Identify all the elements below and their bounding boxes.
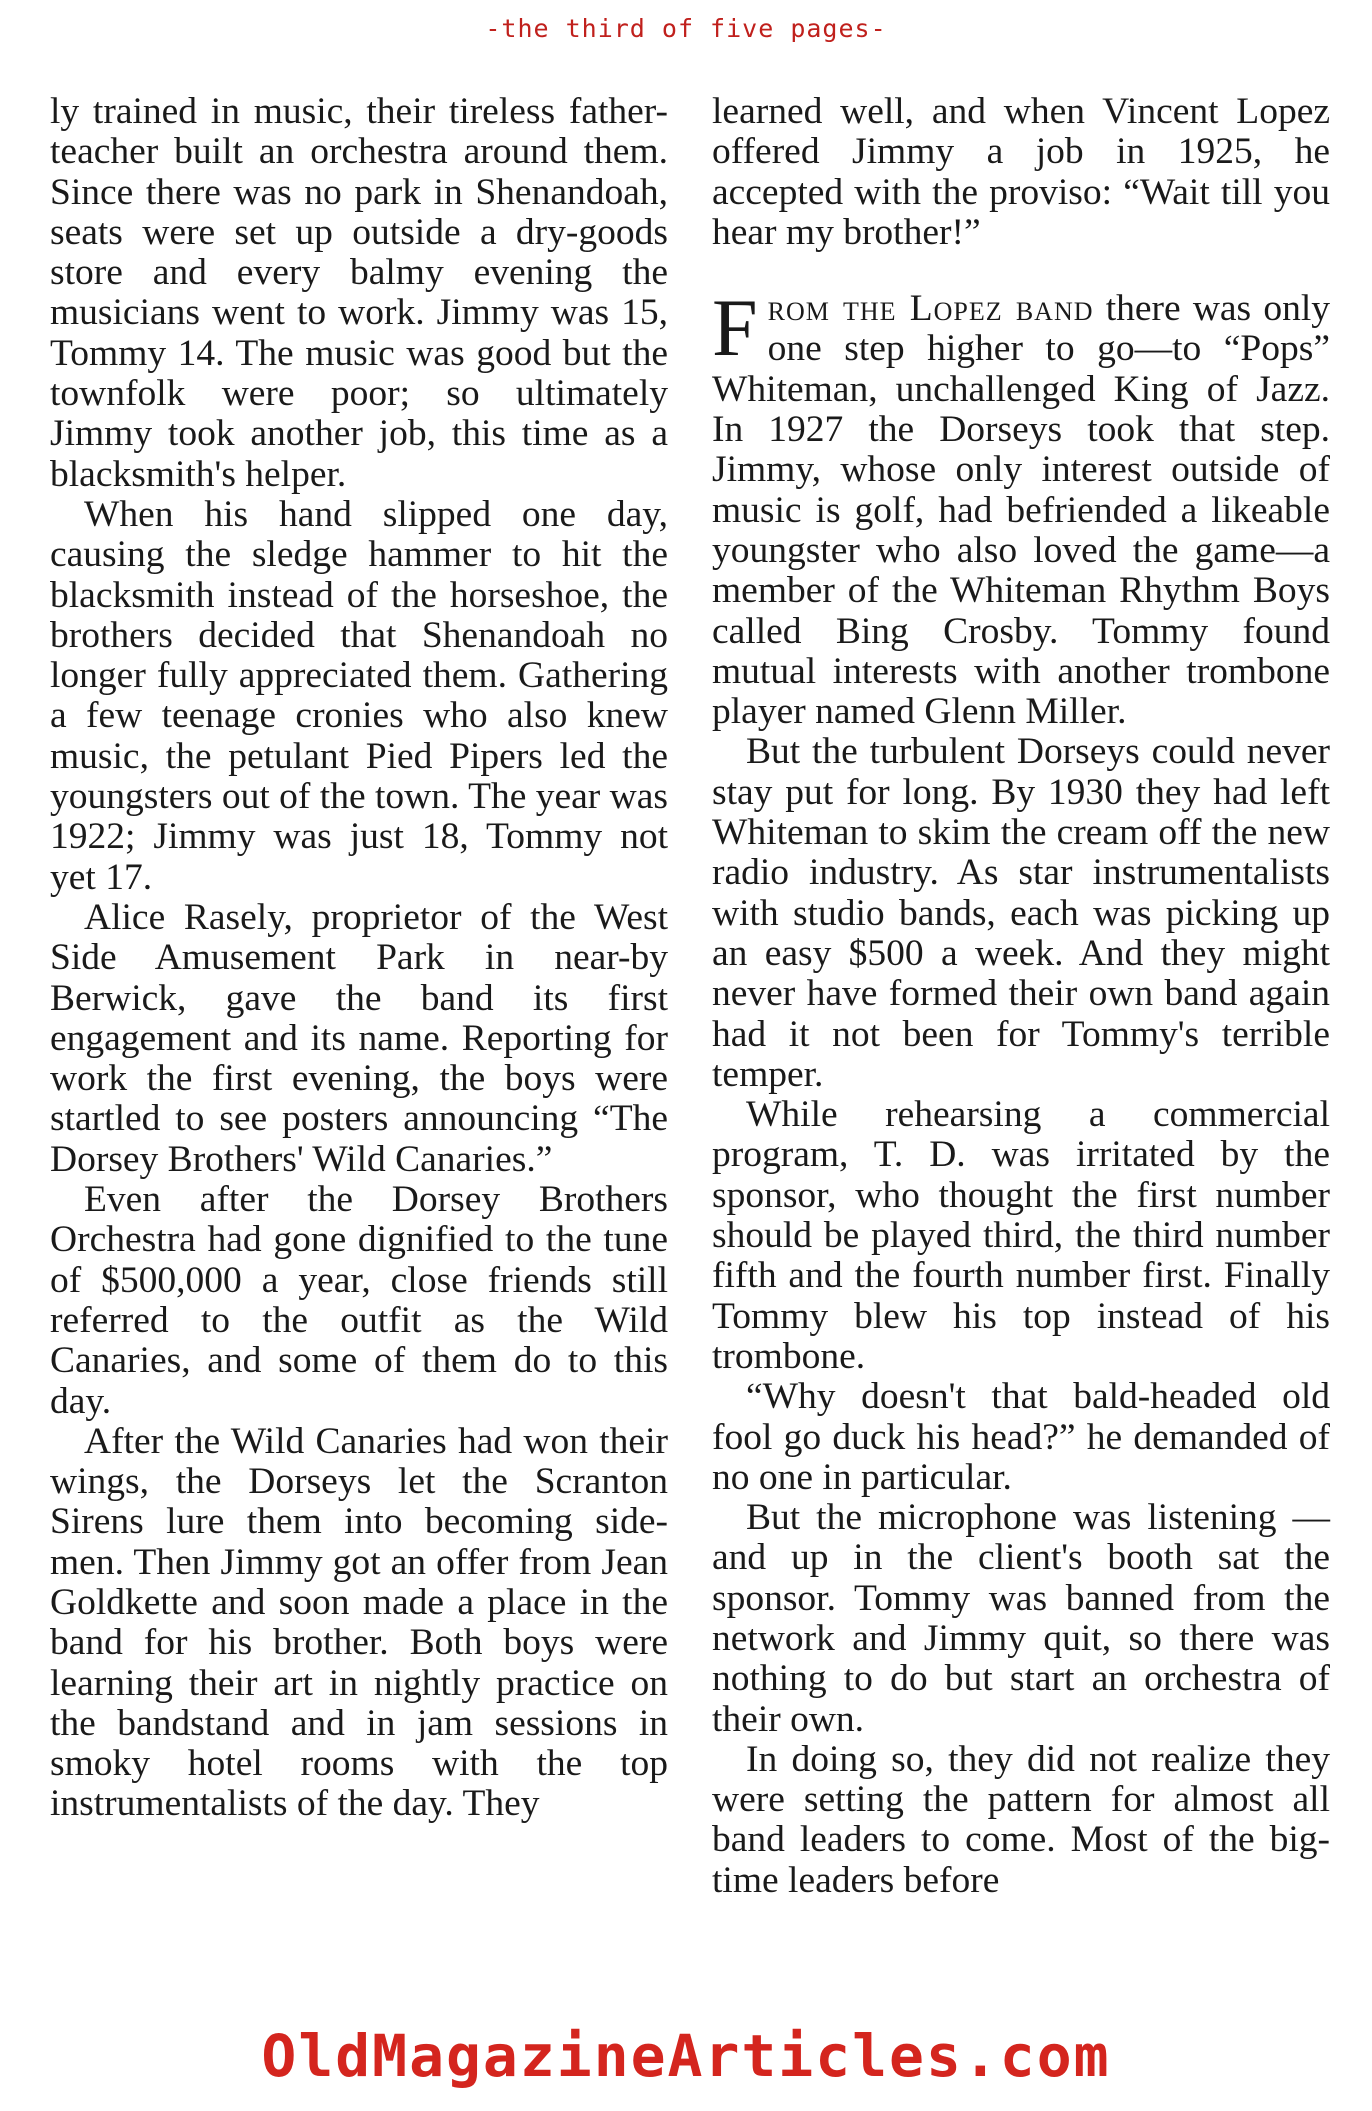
- paragraph: In doing so, they did not realize they were setting the pattern for almost all band leaders to come. Most of the big-time leaders before: [712, 1738, 1330, 1901]
- paragraph: “Why doesn't that bald-headed old fool go duck his head?” he demanded of no one in particular.: [712, 1376, 1330, 1498]
- right-column: [712, 92, 1330, 2002]
- paragraph: Alice Rasely, proprietor of the West Side Amusement Park in near-by Berwick, gave the band its first engagement and its name. Reporting for work the first evening, the boys were startled to see posters announcing “The Dorsey Brothers' Wild Canaries.”: [50, 896, 668, 1180]
- paragraph: When his hand slipped one day, causing the sledge hammer to hit the blacksmith instead of the horseshoe, the brothers decided that Shenandoah no longer fully appreciated them. Gathering a few teenage cronies who also knew music, the petulant Pied Pipers led the youngsters out of the town. The year was 1922; Jimmy was just 18, Tommy not yet 17.: [50, 493, 668, 898]
- paragraph: Even after the Dorsey Brothers Orchestra had gone dignified to the tune of $500,000 a year, close friends still referred to the outfit as the Wild Canaries, and some of them do to this day.: [50, 1179, 668, 1422]
- page-indicator: -the third of five pages-: [485, 14, 887, 43]
- paragraph: While rehearsing a commercial program, T. D. was irritated by the sponsor, who thought the first number should be played third, the third number fifth and the fourth number first. Finally Tommy blew his top instead of his trombone.: [712, 1094, 1330, 1377]
- paragraph-text: there was only one step higher to go—to “Pops” Whiteman, unchallenged King of Jazz. In 1927 the Dorseys took that step. Jimmy, whose only interest outside of music is golf, had befriended a likeable youngster who also loved the game—a member of the Whiteman Rhythm Boys called Bing Crosby. Tommy found mutual interests with another trombone player named Glenn Miller.: [712, 288, 1330, 733]
- drop-cap: F: [712, 282, 758, 374]
- paragraph: But the turbulent Dorseys could never stay put for long. By 1930 they had left Whiteman to skim the cream off the new radio industry. As star instrumentalists with studio bands, each was picking up an easy $500 a week. And they might never have formed their own band again had it not been for Tommy's terrible temper.: [712, 731, 1330, 1095]
- paragraph: After the Wild Canaries had won their wings, the Dorseys let the Scranton Sirens lure them into becoming side-men. Then Jimmy got an offer from Jean Goldkette and soon made a place in the band for his brother. Both boys were learning their art in nightly practice on the bandstand and in jam sessions in smoky hotel rooms with the top instrumentalists of the day. They: [50, 1420, 668, 1825]
- site-watermark: OldMagazineArticles.com: [261, 2022, 1111, 2090]
- paragraph: ly trained in music, their tireless father-teacher built an orchestra around them. Since there was no park in Shenandoah, seats were set up outside a dry-goods store and every balmy evening the musicians went to work. Jimmy was 15, Tommy 14. The music was good but the townfolk were poor; so ultimately Jimmy took another job, this time as a blacksmith's helper.: [50, 91, 668, 495]
- section-opening-paragraph: [712, 282, 1330, 733]
- lead-in-text: rom the Lopez band: [767, 288, 1094, 330]
- article-body: [50, 92, 1330, 2002]
- paragraph: But the microphone was listening —and up in the client's booth sat the sponsor. Tommy was banned from the network and Jimmy quit, so there was nothing to do but start an orchestra of their own.: [712, 1497, 1330, 1740]
- left-column: [50, 92, 668, 2002]
- paragraph: learned well, and when Vincent Lopez offered Jimmy a job in 1925, he accepted with the proviso: “Wait till you hear my brother!”: [712, 91, 1330, 253]
